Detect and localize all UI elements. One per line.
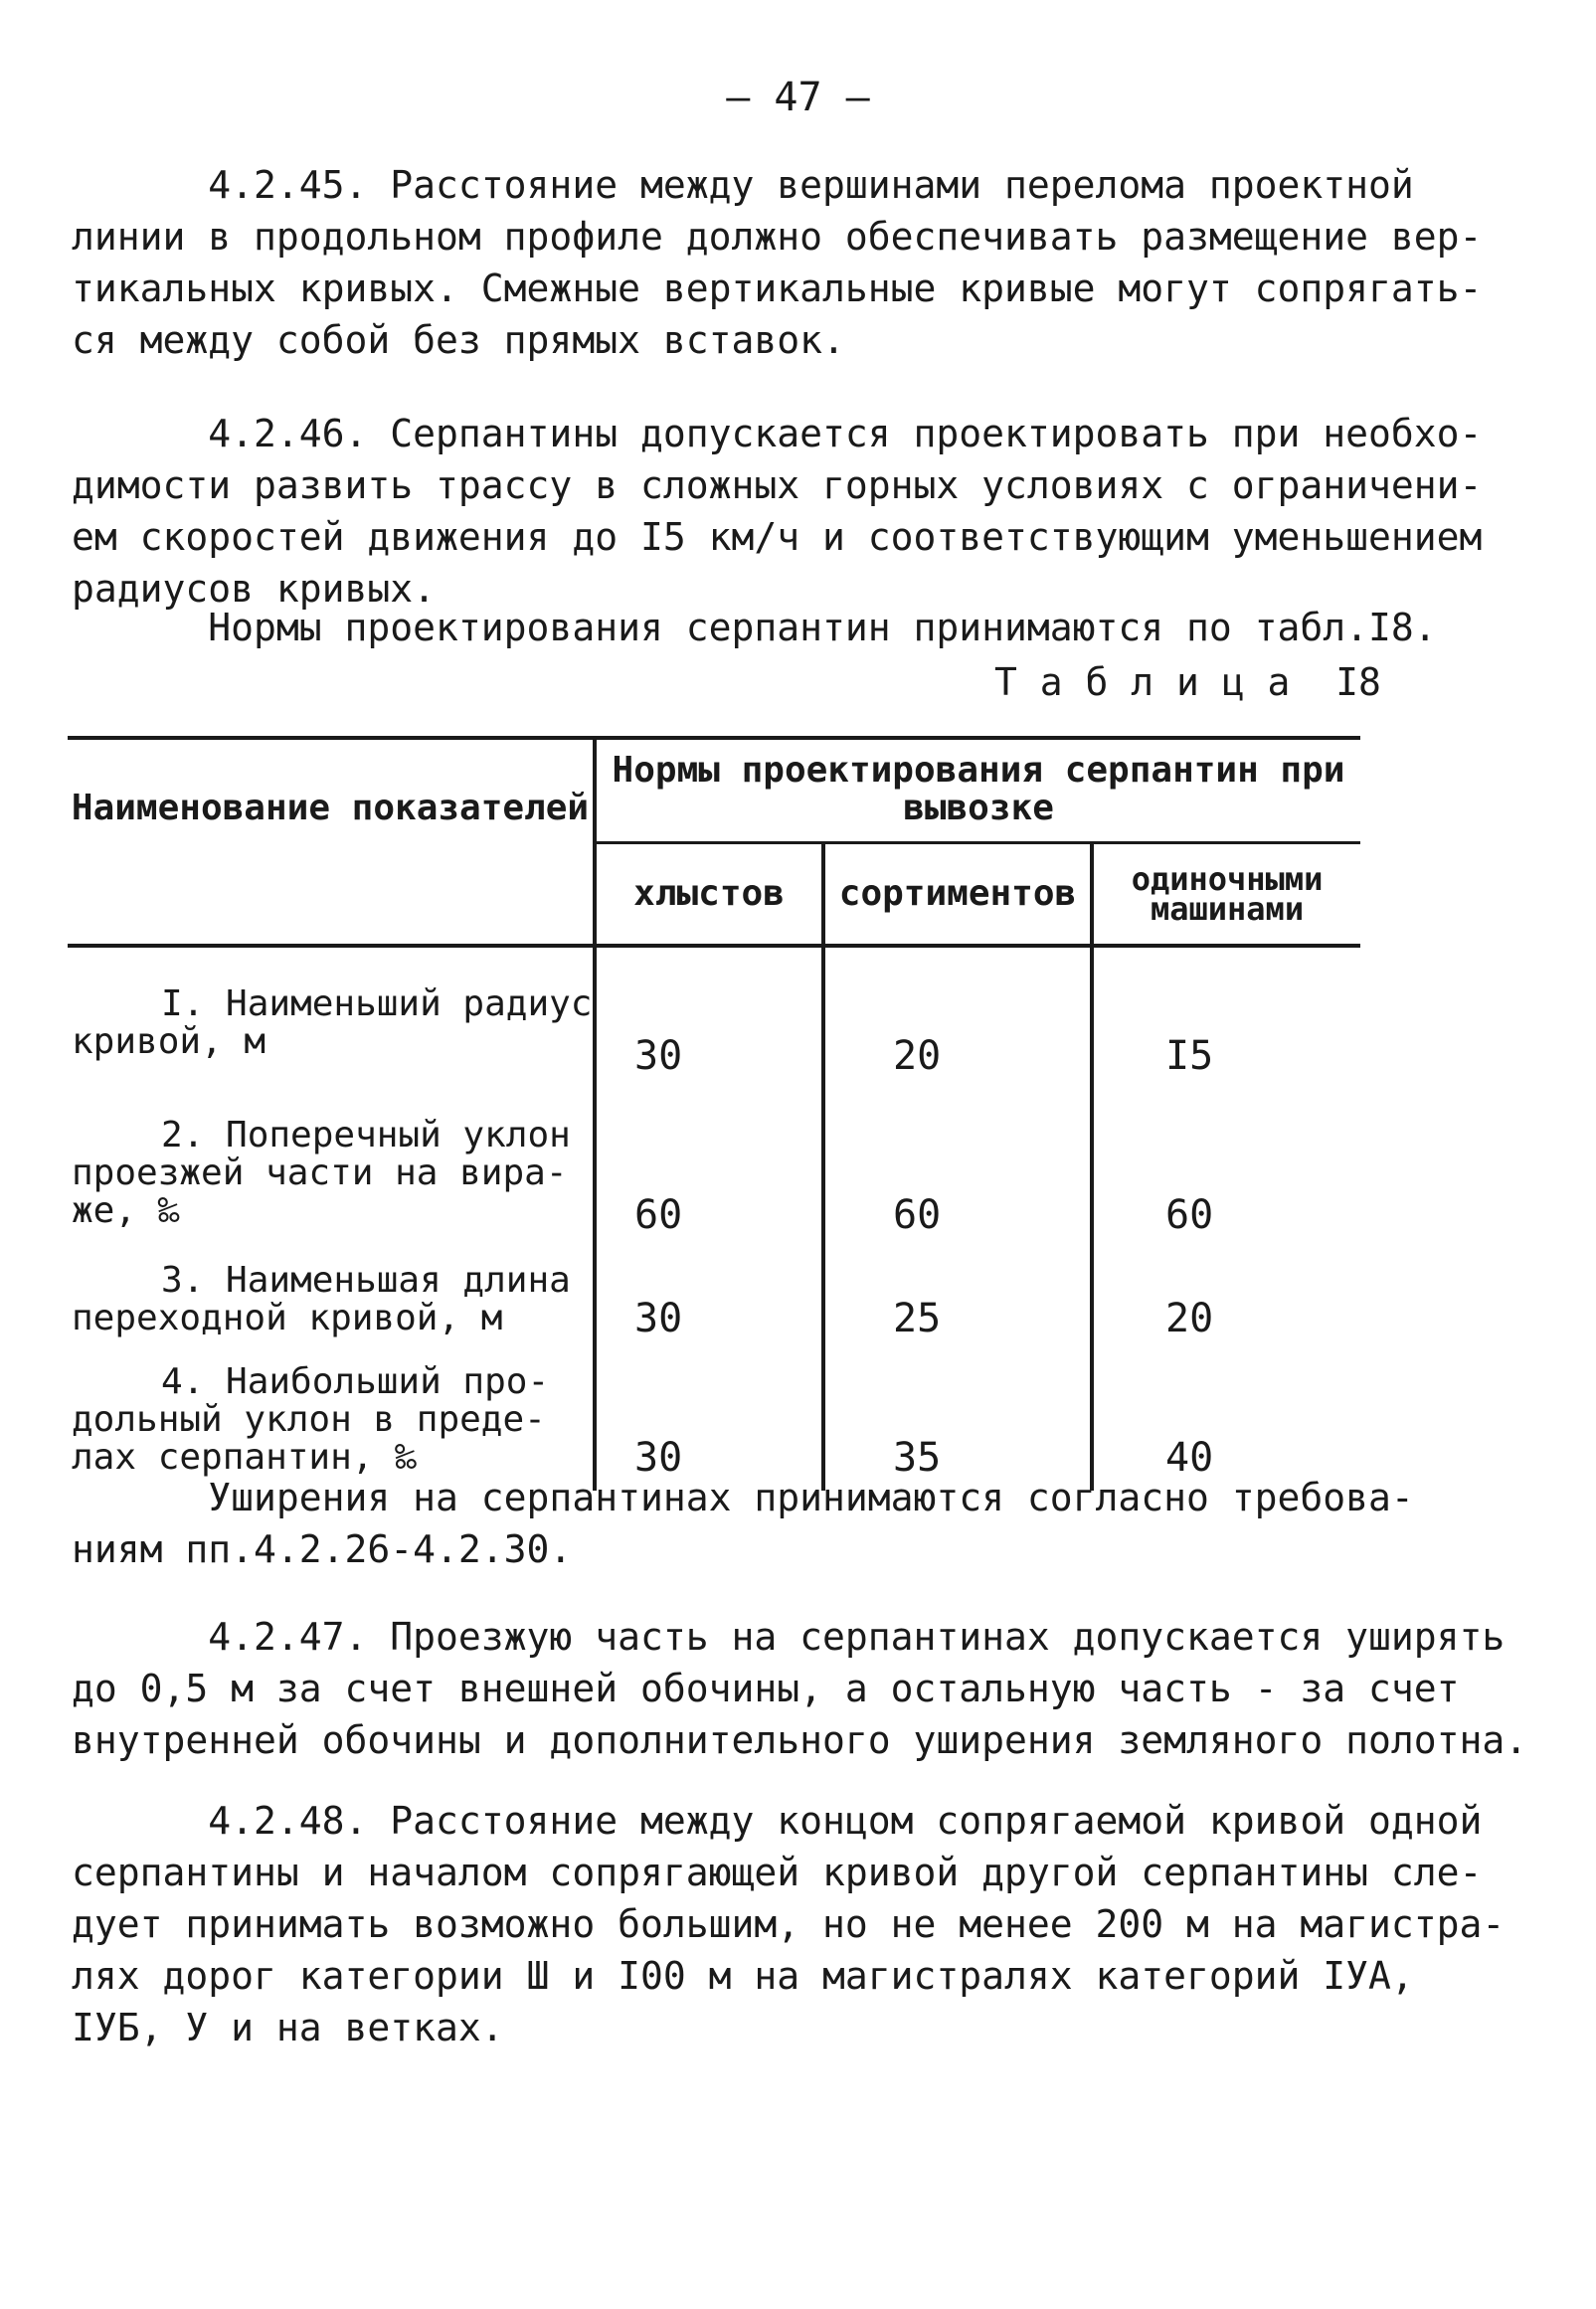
text-line: до 0,5 м за счет внешней обочины, а остальную часть - за счет bbox=[72, 1667, 1460, 1710]
row-name-line: I. Наименьший радиус bbox=[161, 983, 593, 1024]
text-line: тикальных кривых. Смежные вертикальные кривые могут сопрягать- bbox=[72, 266, 1483, 310]
text-line: Нормы проектирования серпантин принимаются по табл.I8. bbox=[72, 606, 1437, 649]
row-name bbox=[68, 1240, 595, 1343]
table-row bbox=[68, 946, 1360, 1081]
paragraph-4-2-48 bbox=[72, 1795, 1506, 2053]
text-line: 4.2.48. Расстояние между концом сопрягаемой кривой одной bbox=[72, 1799, 1483, 1843]
cell-value: 40 bbox=[1092, 1343, 1360, 1491]
cell-value: 60 bbox=[1092, 1081, 1360, 1240]
paragraph-widening bbox=[72, 1472, 1414, 1575]
header-indicator: Наименование показателей bbox=[68, 738, 595, 946]
row-name bbox=[68, 1343, 595, 1491]
page-number: — 47 — bbox=[726, 75, 870, 120]
row-name bbox=[68, 946, 595, 1081]
text-line: радиусов кривых. bbox=[72, 567, 437, 611]
row-name-line: лах серпантин, ‰ bbox=[72, 1437, 417, 1478]
cell-value: 30 bbox=[595, 1343, 823, 1491]
row-name-line: 2. Поперечный уклон bbox=[161, 1115, 571, 1155]
row-name-line: переходной кривой, м bbox=[72, 1298, 503, 1338]
paragraph-4-2-46 bbox=[72, 408, 1483, 615]
paragraph-4-2-45 bbox=[72, 159, 1483, 366]
cell-value: 25 bbox=[823, 1240, 1092, 1343]
text-line: внутренней обочины и дополнительного уширения земляного полотна. bbox=[72, 1718, 1528, 1762]
cell-value: 35 bbox=[823, 1343, 1092, 1491]
header-col-assortments: сортиментов bbox=[823, 843, 1092, 947]
cell-value: 20 bbox=[823, 946, 1092, 1081]
cell-value: 20 bbox=[1092, 1240, 1360, 1343]
cell-value: 30 bbox=[595, 946, 823, 1081]
cell-value: I5 bbox=[1092, 946, 1360, 1081]
text-line: дует принимать возможно большим, но не менее 200 м на магистра- bbox=[72, 1902, 1506, 1946]
row-name-line: же, ‰ bbox=[72, 1190, 180, 1231]
text-line: линии в продольном профиле должно обеспечивать размещение вер- bbox=[72, 215, 1483, 259]
row-name bbox=[68, 1081, 595, 1240]
text-line: 4.2.46. Серпантины допускается проектировать при необхо- bbox=[72, 412, 1483, 455]
row-name-line: проезжей части на вира- bbox=[72, 1153, 568, 1193]
table-reference bbox=[72, 602, 1437, 653]
text-line: 4.2.47. Проезжую часть на серпантинах допускается уширять bbox=[72, 1615, 1506, 1659]
text-line: ем скоростей движения до I5 км/ч и соответствующим уменьшением bbox=[72, 515, 1483, 559]
text-line: ся между собой без прямых вставок. bbox=[72, 318, 845, 362]
header-group: Нормы проектирования серпантин при вывозке bbox=[595, 738, 1360, 843]
text-line: ниям пп.4.2.26-4.2.30. bbox=[72, 1527, 573, 1571]
table-row bbox=[68, 1240, 1360, 1343]
cell-value: 60 bbox=[823, 1081, 1092, 1240]
row-name-line: кривой, м bbox=[72, 1021, 266, 1062]
table-caption: Т а б л и ц а I8 bbox=[994, 660, 1381, 704]
table-row bbox=[68, 1081, 1360, 1240]
header-col-single-vehicles: одиночными машинами bbox=[1092, 843, 1360, 947]
text-line: лях дорог категории Ш и I00 м на магистралях категорий IУА, bbox=[72, 1954, 1414, 1998]
text-line: Уширения на серпантинах принимаются согласно требова- bbox=[72, 1476, 1414, 1519]
row-name-line: 3. Наименьшая длина bbox=[161, 1260, 571, 1301]
row-name-line: дольный уклон в преде- bbox=[72, 1399, 546, 1440]
text-line: серпантины и началом сопрягающей кривой другой серпантины сле- bbox=[72, 1851, 1483, 1894]
norms-table bbox=[68, 736, 1360, 1491]
table-row bbox=[68, 1343, 1360, 1491]
text-line: димости развить трассу в сложных горных условиях с ограничени- bbox=[72, 463, 1483, 507]
paragraph-4-2-47 bbox=[72, 1611, 1528, 1766]
row-name-line: 4. Наибольший про- bbox=[161, 1361, 550, 1402]
header-col-whole-trees: хлыстов bbox=[595, 843, 823, 947]
cell-value: 30 bbox=[595, 1240, 823, 1343]
cell-value: 60 bbox=[595, 1081, 823, 1240]
text-line: 4.2.45. Расстояние между вершинами перелома проектной bbox=[72, 163, 1414, 207]
text-line: IУБ, У и на ветках. bbox=[72, 2006, 504, 2049]
